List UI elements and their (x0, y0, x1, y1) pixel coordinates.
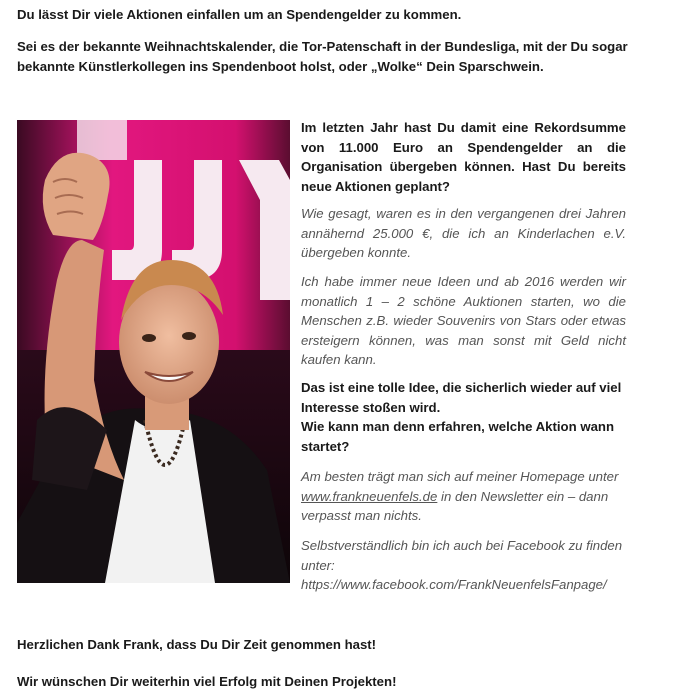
answer-2: Ich habe immer neue Ideen und ab 2016 werden wir monatlich 1 – 2 schöne Auktionen starten, wo die Menschen z.B. wieder Souvenirs von Stars oder etwas ersteigern können, was man sonst mit Geld nicht kaufen kann. (301, 274, 626, 367)
answer-4-line-1: Selbstverständlich bin ich auch bei Facebook zu finden unter: (301, 538, 623, 573)
answer-3-pre: Am besten trägt man sich auf meiner Homepage unter (301, 469, 619, 484)
question-2-line-1: Das ist eine tolle Idee, die sicherlich wieder auf viel Interesse stoßen wird. (301, 380, 622, 415)
intro-line-1: Du lässt Dir viele Aktionen einfallen um an Spendengelder zu kommen. (17, 7, 462, 22)
question-2 (301, 378, 631, 456)
question-1: Im letzten Jahr hast Du damit eine Rekordsumme von 11.000 Euro an Spendengelder an die Organisation übergeben können. Hast Du bereits neue Aktionen geplant? (301, 120, 626, 194)
singer-photo (17, 120, 290, 583)
answer-3 (301, 467, 631, 526)
homepage-link[interactable]: www.frankneuenfels.de (301, 488, 438, 504)
answer-4 (301, 536, 631, 595)
answer-3-post: in den Newsletter ein – dann verpasst man nichts. (301, 488, 609, 523)
closing-thanks: Herzlichen Dank Frank, dass Du Dir Zeit genommen hast! (17, 637, 377, 652)
closing-wishes: Wir wünschen Dir weiterhin viel Erfolg mit Deinen Projekten! (17, 674, 397, 689)
answer-1: Wie gesagt, waren es in den vergangenen drei Jahren annähernd 25.000 €, die ich an Kinderlachen e.V. übergeben konnte. (301, 206, 626, 260)
question-2-line-2: Wie kann man denn erfahren, welche Aktion wann startet? (301, 419, 615, 454)
intro-line-2: Sei es der bekannte Weihnachtskalender, die Tor-Patenschaft in der Bundesliga, mit der Du sogar bekannte Künstlerkollegen ins Spendenboot holst, oder „Wolke“ Dein Sparschwein. (17, 39, 628, 74)
photo-of-singer-with-raised-fist-icon (17, 120, 290, 583)
facebook-url[interactable]: https://www.facebook.com/FrankNeuenfelsFanpage/ (301, 577, 607, 592)
